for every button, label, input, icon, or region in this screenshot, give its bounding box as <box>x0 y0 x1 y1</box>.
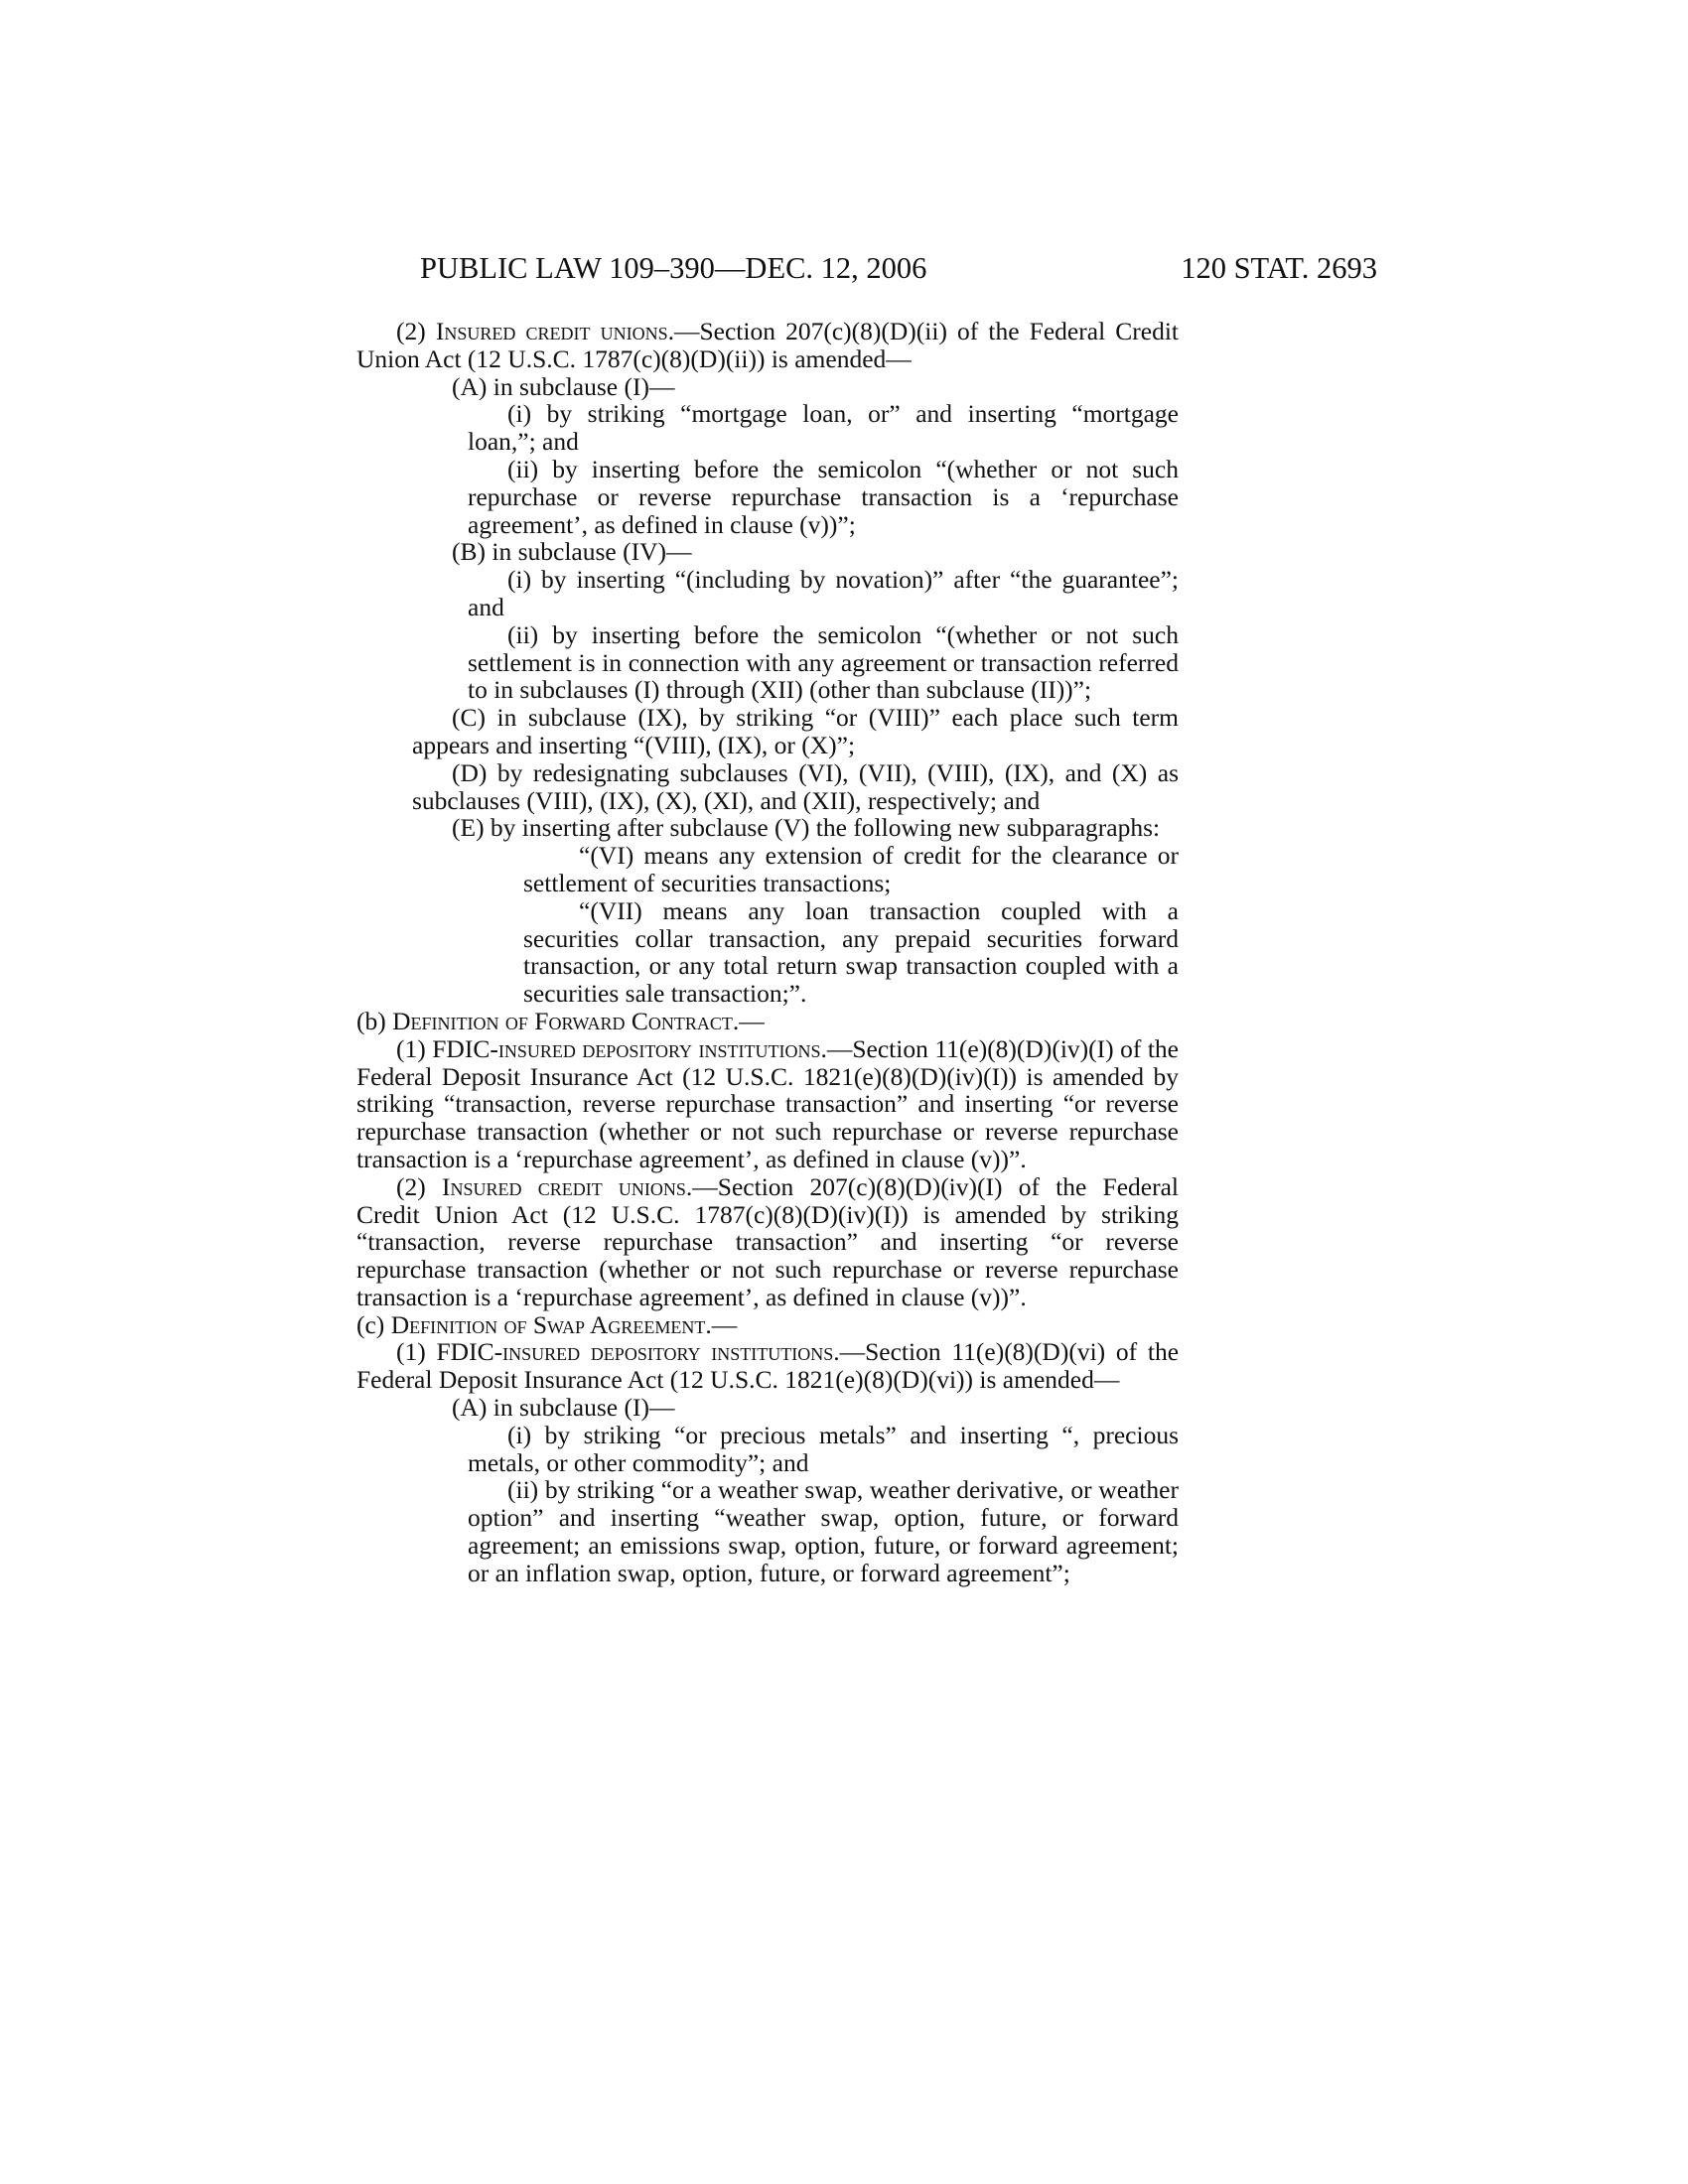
subsection-c-1-a: (A) in subclause (I)— <box>452 1393 675 1423</box>
paragraph-text: .—Section 11(e)(8)(D)(iv)(I) of the Federal Deposit Insurance Act (12 U.S.C. 1821(e)(8)(D)(iv)(I)) is amended by striking “transaction, reverse repurchase transaction” and inserting “or reverse repurchase transaction (whether or not such repurchase or reverse repurchase transaction is a ‘repurchase agreement’, as defined in clause (v))”. <box>356 1033 1179 1173</box>
subsection-dash: .— <box>705 1309 738 1339</box>
paragraph-heading: FDIC-insured depository institutions <box>432 1033 821 1063</box>
paragraph-text: .—Section 11(e)(8)(D)(vi) of the Federal Deposit Insurance Act (12 U.S.C. 1821(e)(8)(D)(vi)) is amended— <box>356 1337 1180 1395</box>
subsection-b-heading <box>356 1008 1179 1035</box>
subsection-b-2 <box>356 1173 1179 1311</box>
clause-c: (C) in subclause (IX), by striking “or (VIII)” each place such term appears and inserting “(VIII), (IX), or (X)”; <box>412 703 1179 759</box>
subsection-b-1 <box>356 1035 1179 1173</box>
clause-b-i: (i) by inserting “(including by novation)” after “the guarantee”; and <box>468 565 1179 621</box>
subsection-c-1-a-ii: (ii) by striking “or a weather swap, weather derivative, or weather option” and inserting “weather swap, option, future, or forward agreement; an emissions swap, option, future, or forward agreement; or an inflation swap, option, future, or forward agreement”; <box>468 1475 1179 1587</box>
paragraph-text: .—Section 207(c)(8)(D)(ii) of the Federal Credit Union Act (12 U.S.C. 1787(c)(8)(D)(ii)) is amended— <box>356 317 1180 373</box>
clause-e: (E) by inserting after subclause (V) the following new subparagraphs: <box>452 813 1161 843</box>
quoted-subclause-vi: “(VI) means any extension of credit for the clearance or settlement of securities transactions; <box>523 841 1179 897</box>
clause-b: (B) in subclause (IV)— <box>452 537 692 567</box>
clause-a-ii: (ii) by inserting before the semicolon “(whether or not such repurchase or reverse repurchase transaction is a ‘repurchase agreement’, as defined in clause (v))”; <box>468 454 1179 539</box>
subsection-heading: Definition of Forward Contract <box>392 1006 733 1035</box>
clause-b-ii: (ii) by inserting before the semicolon “(whether or not such settlement is in connection with any agreement or transaction referred to in subclauses (I) through (XII) (other than subclause (II))”; <box>468 619 1179 705</box>
clause-a-i: (i) by striking “mortgage loan, or” and inserting “mortgage loan,”; and <box>468 399 1179 457</box>
subsection-c-1 <box>356 1338 1179 1394</box>
quoted-subclause-vii: “(VII) means any loan transaction coupled with a securities collar transaction, any prepaid securities forward transaction, or any total return swap transaction coupled with a securities sale transaction;”. <box>523 895 1179 1009</box>
paragraph-number: (2) <box>396 317 436 345</box>
paragraph-number: (1) <box>396 1033 433 1063</box>
subsection-letter: (b) <box>356 1006 393 1035</box>
paragraph-number: (1) <box>396 1337 437 1367</box>
document-body <box>356 318 1179 1587</box>
clause-d: (D) by redesignating subclauses (VI), (VII), (VIII), (IX), and (X) as subclauses (VIII), (IX), (X), (XI), and (XII), respectively; and <box>412 757 1179 815</box>
subsection-c-1-a-i: (i) by striking “or precious metals” and inserting “, precious metals, or other commodity”; and <box>468 1420 1179 1477</box>
paragraph-number: (2) <box>396 1171 442 1201</box>
header-statute-page: 120 STAT. 2693 <box>1181 251 1377 285</box>
subsection-dash: .— <box>732 1006 765 1035</box>
subsection-heading: Definition of Swap Agreement <box>390 1309 706 1339</box>
header-law-citation: PUBLIC LAW 109–390—DEC. 12, 2006 <box>420 251 927 285</box>
paragraph-heading: FDIC-insured depository institutions <box>436 1337 834 1367</box>
subsection-c-heading <box>356 1311 1179 1339</box>
subsection-letter: (c) <box>356 1309 391 1339</box>
page-header <box>420 248 1377 288</box>
paragraph-heading: Insured credit unions <box>441 1171 686 1201</box>
clause-a: (A) in subclause (I)— <box>452 371 675 401</box>
paragraph-2-insured-credit-unions <box>356 318 1179 373</box>
paragraph-heading: Insured credit unions <box>435 317 668 345</box>
paragraph-text: .—Section 207(c)(8)(D)(iv)(I) of the Federal Credit Union Act (12 U.S.C. 1787(c)(8)(D)(iv)(I)) is amended by striking “transaction, reverse repurchase transaction” and inserting “or reverse repurchase transaction (whether or not such repurchase or reverse repurchase transaction is a ‘repurchase agreement’, as defined in clause (v))”. <box>356 1171 1180 1311</box>
